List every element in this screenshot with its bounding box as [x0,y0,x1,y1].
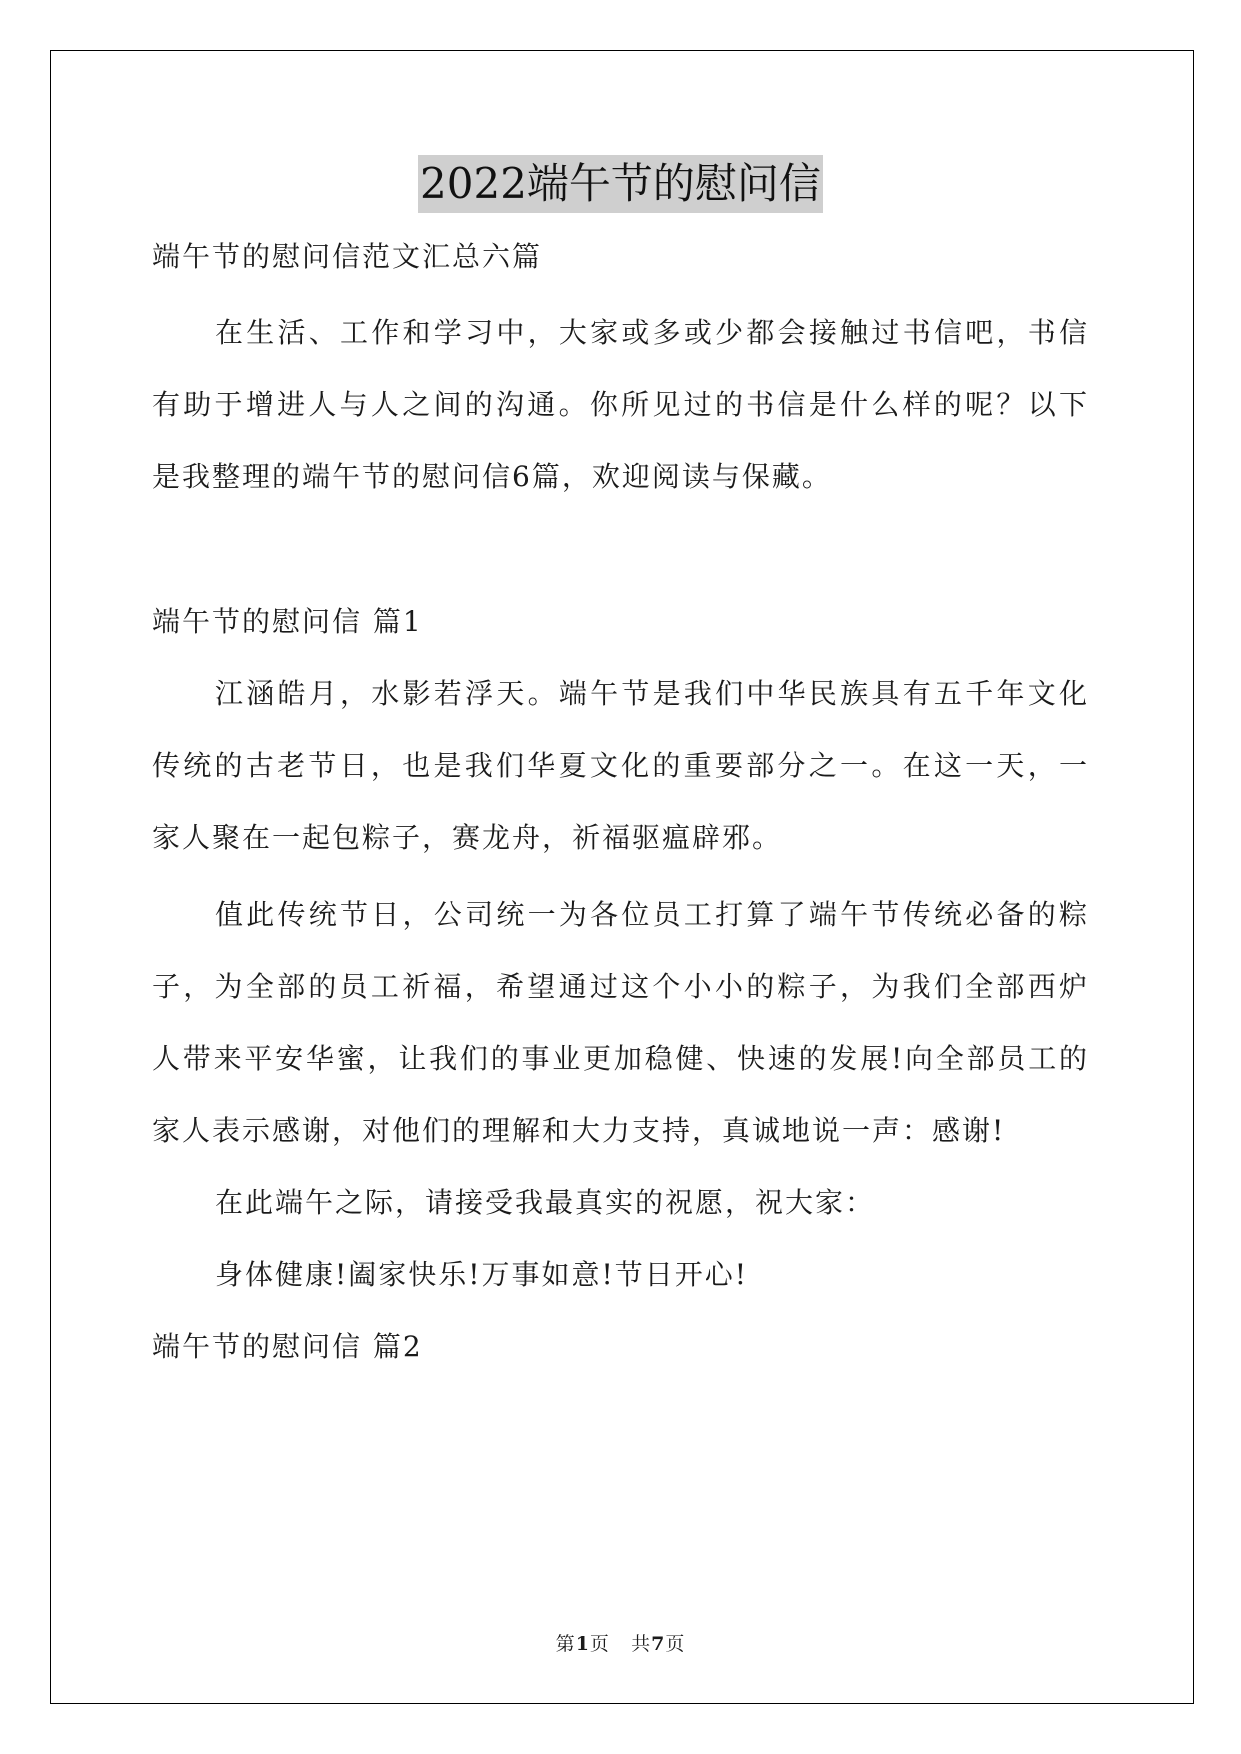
section1-para2-line-4: 家人表示感谢，对他们的理解和大力支持，真诚地说一声：感谢! [152,1114,1006,1147]
intro-line-2: 有助于增进人与人之间的沟通。你所见过的书信是什么样的呢？以下 [152,388,1089,421]
footer-total-suffix: 页 [665,1633,686,1655]
document-subtitle: 端午节的慰问信范文汇总六篇 [152,240,543,273]
section1-para2-line-1: 值此传统节日，公司统一为各位员工打算了端午节传统必备的粽 [215,898,1089,931]
footer-page-suffix: 页 [589,1633,610,1655]
footer-total-prefix: 共 [631,1633,652,1655]
intro-line-3: 是我整理的端午节的慰问信6篇，欢迎阅读与保藏。 [152,460,832,493]
page-border [50,50,1194,1704]
section1-para4: 身体健康!阖家快乐!万事如意!节日开心! [215,1258,749,1291]
footer-page-prefix: 第 [555,1633,576,1655]
section1-para1-line-3: 家人聚在一起包粽子，赛龙舟，祈福驱瘟辟邪。 [152,821,783,854]
section1-para2-line-2: 子，为全部的员工祈福，希望通过这个小小的粽子，为我们全部西炉 [152,970,1089,1003]
footer-page-number: 1 [575,1633,590,1655]
section1-para1-line-1: 江涵皓月，水影若浮天。端午节是我们中华民族具有五千年文化 [215,677,1089,710]
footer-total-pages: 7 [651,1633,666,1655]
section1-para3: 在此端午之际，请接受我最真实的祝愿，祝大家： [215,1186,876,1219]
title-container [0,155,1241,213]
intro-line-1: 在生活、工作和学习中，大家或多或少都会接触过书信吧，书信 [215,316,1089,349]
page-footer [0,1632,1241,1656]
document-title: 2022端午节的慰问信 [418,155,823,213]
section1-para2-line-3: 人带来平安华蜜，让我们的事业更加稳健、快速的发展!向全部员工的 [152,1042,1089,1075]
section1-para1-line-2: 传统的古老节日，也是我们华夏文化的重要部分之一。在这一天，一 [152,749,1089,782]
section-heading-2: 端午节的慰问信 篇2 [152,1330,423,1363]
section-heading-1: 端午节的慰问信 篇1 [152,605,423,638]
